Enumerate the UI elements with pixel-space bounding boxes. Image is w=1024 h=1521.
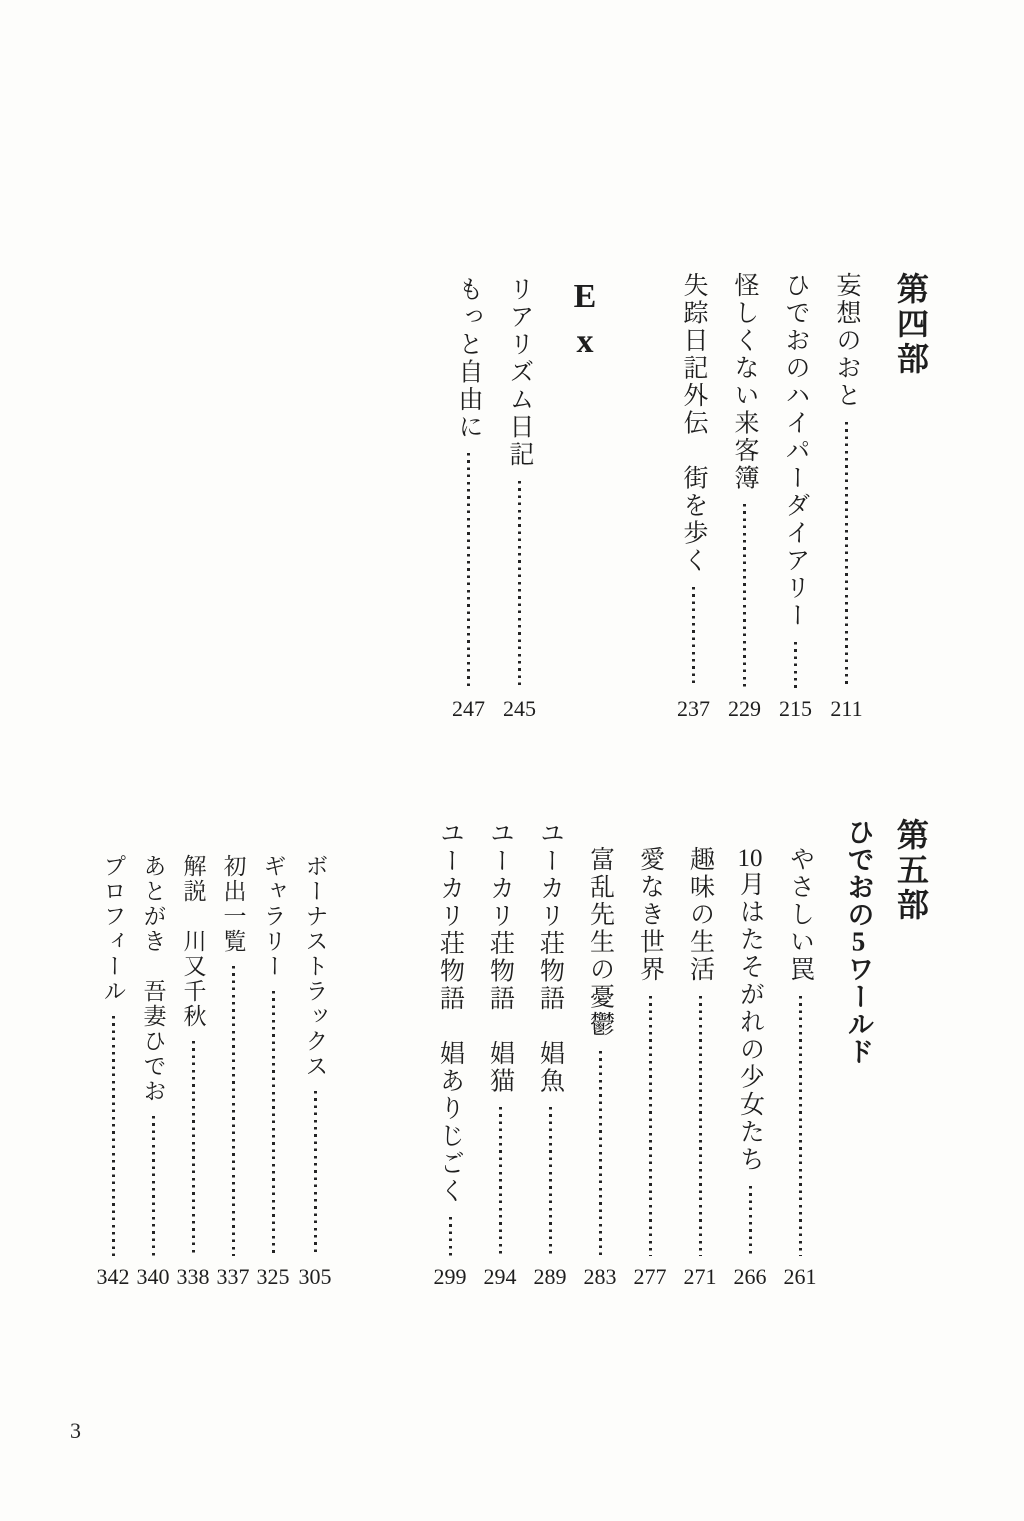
toc-entry-page: 305 (298, 1264, 332, 1289)
toc-entry-page: 289 (533, 1264, 567, 1289)
toc-entry-page: 338 (176, 1264, 210, 1289)
dotted-leader (449, 1217, 452, 1256)
dotted-leader (314, 1091, 317, 1256)
toc-entry-page: 271 (683, 1264, 717, 1289)
toc-entry-page: 261 (783, 1264, 817, 1289)
toc-entry (133, 818, 173, 1288)
part5-heading: 第五部 (893, 818, 929, 923)
toc-entry (770, 272, 821, 720)
dotted-leader (699, 996, 702, 1257)
toc-entry-page: 211 (830, 696, 863, 721)
dotted-leader (799, 996, 802, 1257)
toc-entry-title: もっと自由に (455, 276, 482, 441)
part4-heading: 第四部 (893, 272, 929, 377)
dotted-leader (599, 1051, 602, 1257)
toc-entry (625, 818, 675, 1288)
toc-entry-title: 妄想のおと (833, 272, 860, 410)
toc-entry-page: 342 (96, 1264, 130, 1289)
toc-entry-title: 初出一覧 (220, 854, 246, 954)
toc-entry (253, 818, 293, 1288)
ex-heading: Ex (566, 278, 604, 368)
toc-entry-title: ギャラリー (260, 854, 286, 979)
ex-heading-column (559, 272, 610, 720)
toc-entry (443, 272, 494, 720)
dotted-leader (518, 481, 521, 689)
toc-entry-page: 340 (136, 1264, 170, 1289)
toc-entry-title: ひでおのハイパーダイアリー (782, 272, 809, 630)
toc-entry-title: プロフィール (100, 854, 126, 1004)
toc-entry-title: 趣味の生活 (686, 846, 714, 984)
dotted-leader (152, 1116, 155, 1256)
toc-entry-page: 245 (503, 696, 536, 721)
toc-entry (575, 818, 625, 1288)
dotted-leader (649, 996, 652, 1257)
dotted-leader (272, 991, 275, 1256)
toc-entry-page: 299 (433, 1264, 467, 1289)
part5-subheading-column (832, 818, 884, 1288)
toc-entry-title: 10月はたそがれの少女たち (736, 846, 764, 1174)
toc-entry-title: ユーカリ荘物語 娼魚 (536, 820, 564, 1095)
toc-upper-block (443, 272, 938, 720)
toc-entry (725, 818, 775, 1288)
dotted-leader (467, 453, 470, 688)
toc-entry-page: 266 (733, 1264, 767, 1289)
dotted-leader (743, 504, 746, 688)
dotted-leader (794, 642, 797, 689)
toc-entry-title: 富乱先生の憂鬱 (586, 846, 614, 1039)
dotted-leader (549, 1107, 552, 1256)
toc-entry-title: ユーカリ荘物語 娼猫 (486, 820, 514, 1095)
toc-entry-title: 怪しくない来客簿 (731, 272, 758, 492)
toc-entry-page: 277 (633, 1264, 667, 1289)
toc-entry (293, 818, 337, 1288)
toc-entry-title: あとがき 吾妻ひでお (140, 854, 166, 1104)
toc-entry (821, 272, 872, 720)
toc-entry-title: 愛なき世界 (636, 846, 664, 984)
dotted-leader (112, 1016, 115, 1256)
toc-entry (775, 818, 825, 1288)
folio-page-number: 3 (70, 1418, 81, 1443)
toc-entry-page: 247 (452, 696, 485, 721)
dotted-leader (232, 966, 235, 1256)
dotted-leader (499, 1107, 502, 1256)
toc-entry-page: 337 (216, 1264, 250, 1289)
toc-entry-title: リアリズム日記 (506, 276, 533, 469)
toc-entry-title: ユーカリ荘物語 娼ありじごく (436, 820, 464, 1205)
part5-subheading: ひでおの5ワールド (843, 818, 874, 1065)
toc-lower-block (93, 818, 938, 1288)
toc-entry-title: 解説 川又千秋 (180, 854, 206, 1029)
dotted-leader (845, 422, 848, 689)
toc-entry-title: やさしい罠 (786, 846, 814, 984)
toc-entry (494, 272, 545, 720)
toc-entry-page: 229 (728, 696, 761, 721)
toc-entry (475, 818, 525, 1288)
part4-heading-column (884, 272, 938, 720)
toc-entry (213, 818, 253, 1288)
toc-entry (675, 818, 725, 1288)
toc-entry (719, 272, 770, 720)
dotted-leader (192, 1041, 195, 1256)
toc-entry-title: ボーナストラックス (302, 854, 328, 1079)
toc-entry-page: 215 (779, 696, 812, 721)
part5-heading-column (884, 818, 938, 1288)
toc-entry (173, 818, 213, 1288)
dotted-leader (749, 1186, 752, 1257)
toc-entry (425, 818, 475, 1288)
toc-entry-page: 237 (677, 696, 710, 721)
toc-entry-title: 失踪日記外伝 街を歩く (680, 272, 707, 575)
toc-entry-page: 283 (583, 1264, 617, 1289)
dotted-leader (692, 587, 695, 689)
toc-entry (525, 818, 575, 1288)
toc-entry-page: 294 (483, 1264, 517, 1289)
toc-entry-page: 325 (256, 1264, 290, 1289)
toc-entry (93, 818, 133, 1288)
toc-entry (668, 272, 719, 720)
